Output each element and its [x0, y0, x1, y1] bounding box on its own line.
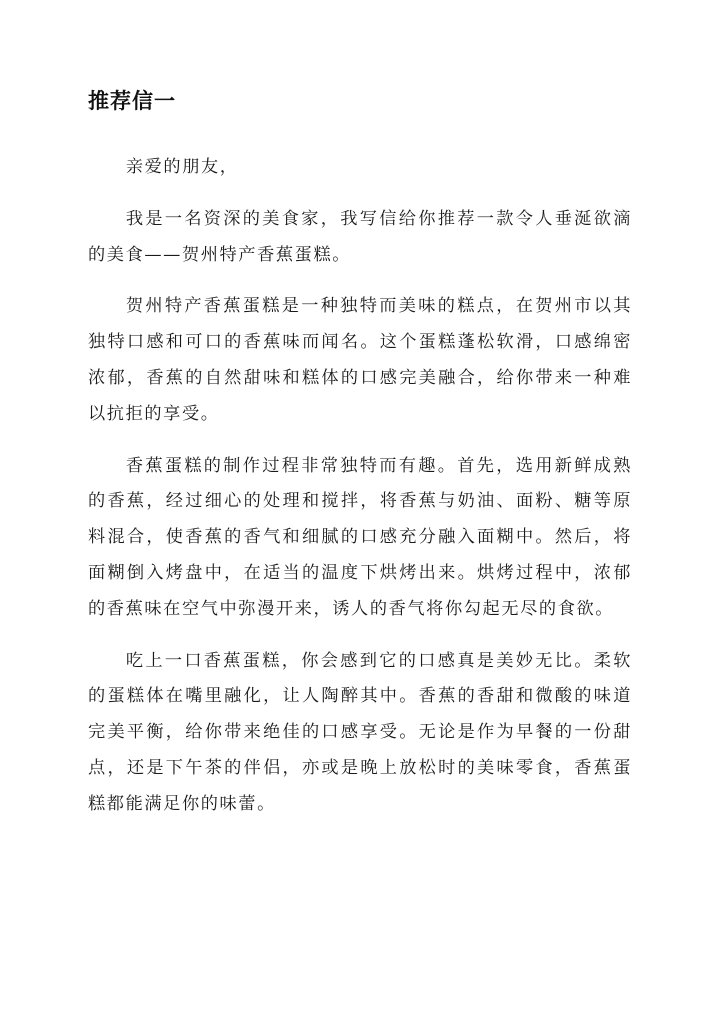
paragraph-3: 香蕉蛋糕的制作过程非常独特而有趣。首先，选用新鲜成熟的香蕉，经过细心的处理和搅拌，将香蕉与奶油、面粉、糖等原料混合，使香蕉的香气和细腻的口感充分融入面糊中。然后，将面糊倒入烤盘中，在适当的温度下烘烤出来。烘烤过程中，浓郁的香蕉味在空气中弥漫开来，诱人的香气将你勾起无尽的食欲。: [88, 455, 632, 619]
document-title: 推荐信一: [88, 89, 176, 113]
paragraph-2: 贺州特产香蕉蛋糕是一种独特而美味的糕点，在贺州市以其独特口感和可口的香蕉味而闻名。这个蛋糕蓬松软滑，口感绵密浓郁，香蕉的自然甜味和糕体的口感完美融合，给你带来一种难以抗拒的享受。: [88, 296, 632, 424]
paragraph-4: 吃上一口香蕉蛋糕，你会感到它的口感真是美妙无比。柔软的蛋糕体在嘴里融化，让人陶醉其中。香蕉的香甜和微酸的味道完美平衡，给你带来绝佳的口感享受。无论是作为早餐的一份甜点，还是下午茶的伴侣，亦或是晚上放松时的美味零食，香蕉蛋糕都能满足你的味蕾。: [88, 650, 632, 814]
salutation: 亲爱的朋友，: [125, 157, 239, 177]
letter-body: [88, 150, 632, 839]
paragraph-1: 我是一名资深的美食家，我写信给你推荐一款令人垂涎欲滴的美食——贺州特产香蕉蛋糕。: [88, 208, 632, 265]
